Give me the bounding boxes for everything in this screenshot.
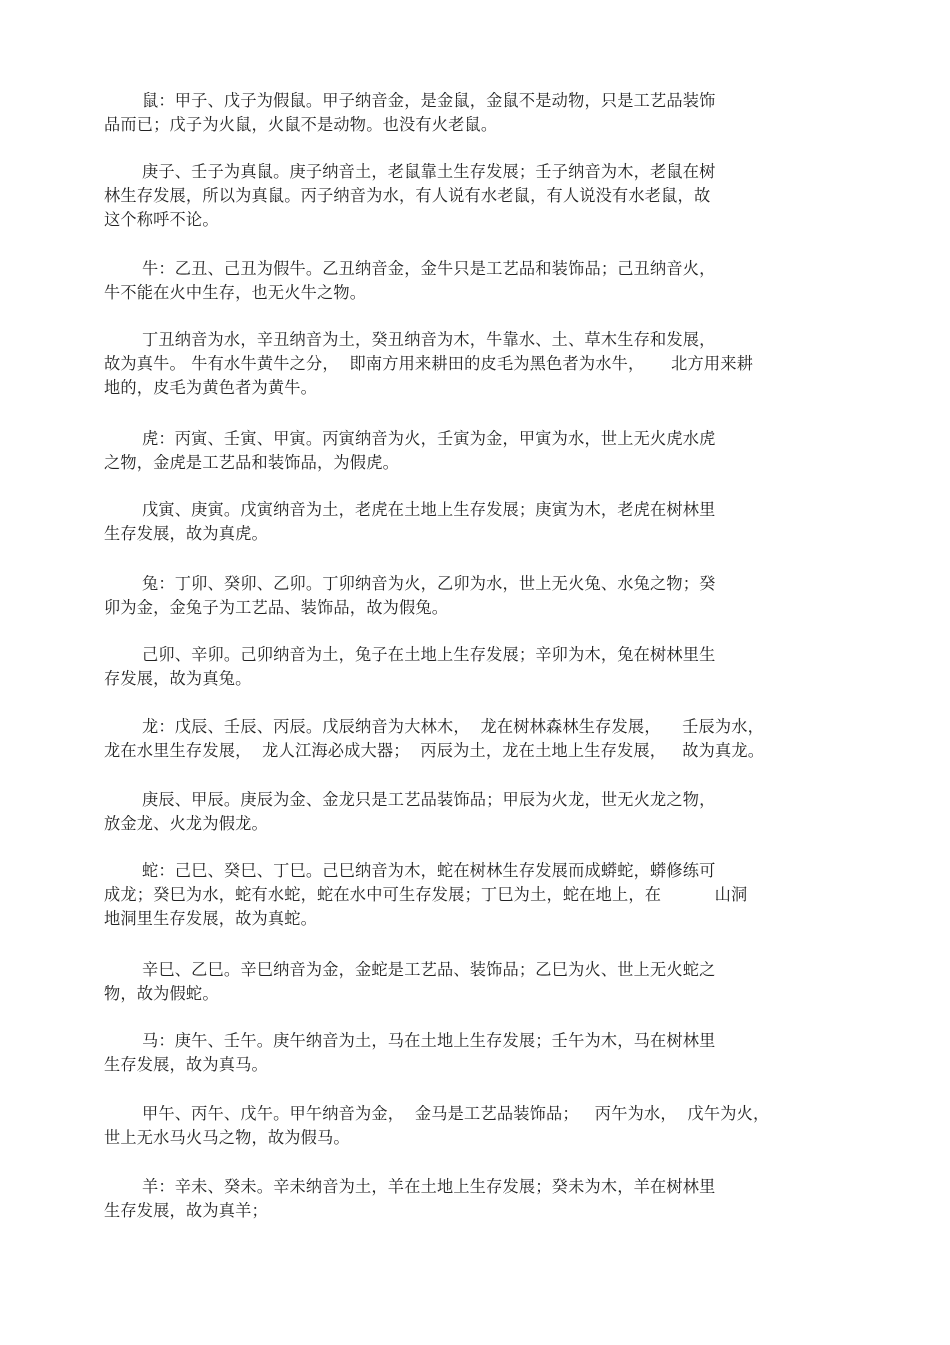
text-line: 卯为金，金兔子为工艺品、装饰品，故为假兔。 bbox=[104, 598, 449, 617]
paragraph-snake-fake bbox=[104, 958, 824, 1006]
text-line: 戊寅、庚寅。戊寅纳音为土，老虎在土地上生存发展；庚寅为木，老虎在树林里 bbox=[142, 500, 716, 519]
paragraph-horse-fake bbox=[104, 1102, 824, 1150]
text-line: 牛不能在火中生存，也无火牛之物。 bbox=[104, 283, 367, 302]
paragraph-horse-real bbox=[104, 1029, 824, 1077]
text-line: 地洞里生存发展，故为真蛇。 bbox=[104, 909, 318, 928]
text-line: 品而已；戊子为火鼠，火鼠不是动物。也没有火老鼠。 bbox=[104, 115, 498, 134]
text-line: 蛇：己巳、癸巳、丁巳。己巳纳音为木，蛇在树林生存发展而成蟒蛇，蟒修练可 bbox=[142, 861, 716, 880]
paragraph-rat-fake bbox=[104, 89, 824, 137]
paragraph-tiger-fake bbox=[104, 427, 824, 475]
text-line: 成龙；癸巳为水，蛇有水蛇，蛇在水中可生存发展；丁巳为土，蛇在地上，在 山洞 bbox=[104, 885, 748, 904]
text-line: 马：庚午、壬午。庚午纳音为土，马在土地上生存发展；壬午为木，马在树林里 bbox=[142, 1031, 716, 1050]
paragraph-snake-real bbox=[104, 859, 824, 931]
paragraph-ox-fake bbox=[104, 257, 824, 305]
paragraph-ox-real bbox=[104, 328, 824, 400]
paragraph-rabbit-fake bbox=[104, 572, 824, 620]
text-line: 羊：辛未、癸未。辛未纳音为土，羊在土地上生存发展；癸未为木，羊在树林里 bbox=[142, 1177, 716, 1196]
paragraph-goat-real bbox=[104, 1175, 824, 1223]
text-line: 己卯、辛卯。己卯纳音为土，兔子在土地上生存发展；辛卯为木，兔在树林里生 bbox=[142, 645, 716, 664]
text-line: 龙在水里生存发展， 龙人江海必成大器； 丙辰为土，龙在土地上生存发展， 故为真龙。 bbox=[104, 741, 765, 760]
text-line: 甲午、丙午、戊午。甲午纳音为金， 金马是工艺品装饰品； 丙午为水， 戊午为火， bbox=[142, 1104, 770, 1123]
text-line: 物，故为假蛇。 bbox=[104, 984, 219, 1003]
text-line: 生存发展，故为真羊； bbox=[104, 1201, 268, 1220]
text-line: 庚子、壬子为真鼠。庚子纳音土，老鼠靠土生存发展；壬子纳音为木，老鼠在树 bbox=[142, 162, 716, 181]
text-line: 兔：丁卯、癸卯、乙卯。丁卯纳音为火，乙卯为水，世上无火兔、水兔之物；癸 bbox=[142, 574, 716, 593]
text-line: 辛巳、乙巳。辛巳纳音为金，金蛇是工艺品、装饰品；乙巳为火、世上无火蛇之 bbox=[142, 960, 716, 979]
text-line: 之物，金虎是工艺品和装饰品，为假虎。 bbox=[104, 453, 399, 472]
text-line: 故为真牛。 牛有水牛黄牛之分， 即南方用来耕田的皮毛为黑色者为水牛， 北方用来耕 bbox=[104, 354, 754, 373]
text-line: 地的，皮毛为黄色者为黄牛。 bbox=[104, 378, 318, 397]
paragraph-rat-real bbox=[104, 160, 824, 232]
paragraph-tiger-real bbox=[104, 498, 824, 546]
text-line: 鼠：甲子、戊子为假鼠。甲子纳音金，是金鼠，金鼠不是动物，只是工艺品装饰 bbox=[142, 91, 716, 110]
text-line: 生存发展，故为真虎。 bbox=[104, 524, 268, 543]
paragraph-dragon-real bbox=[104, 715, 824, 763]
text-line: 庚辰、甲辰。庚辰为金、金龙只是工艺品装饰品；甲辰为火龙，世无火龙之物， bbox=[142, 790, 716, 809]
text-line: 存发展，故为真兔。 bbox=[104, 669, 252, 688]
text-line: 虎：丙寅、壬寅、甲寅。丙寅纳音为火，壬寅为金，甲寅为水，世上无火虎水虎 bbox=[142, 429, 716, 448]
text-line: 林生存发展，所以为真鼠。丙子纳音为水，有人说有水老鼠，有人说没有水老鼠，故 bbox=[104, 186, 711, 205]
text-line: 生存发展，故为真马。 bbox=[104, 1055, 268, 1074]
paragraph-rabbit-real bbox=[104, 643, 824, 691]
text-line: 龙：戊辰、壬辰、丙辰。戊辰纳音为大林木， 龙在树林森林生存发展， 壬辰为水， bbox=[142, 717, 765, 736]
text-line: 世上无水马火马之物，故为假马。 bbox=[104, 1128, 350, 1147]
text-line: 牛：乙丑、己丑为假牛。乙丑纳音金，金牛只是工艺品和装饰品；己丑纳音火， bbox=[142, 259, 716, 278]
text-line: 丁丑纳音为水，辛丑纳音为土，癸丑纳音为木，牛靠水、土、草木生存和发展， bbox=[142, 330, 716, 349]
paragraph-dragon-fake bbox=[104, 788, 824, 836]
text-line: 这个称呼不论。 bbox=[104, 210, 219, 229]
text-line: 放金龙、火龙为假龙。 bbox=[104, 814, 268, 833]
